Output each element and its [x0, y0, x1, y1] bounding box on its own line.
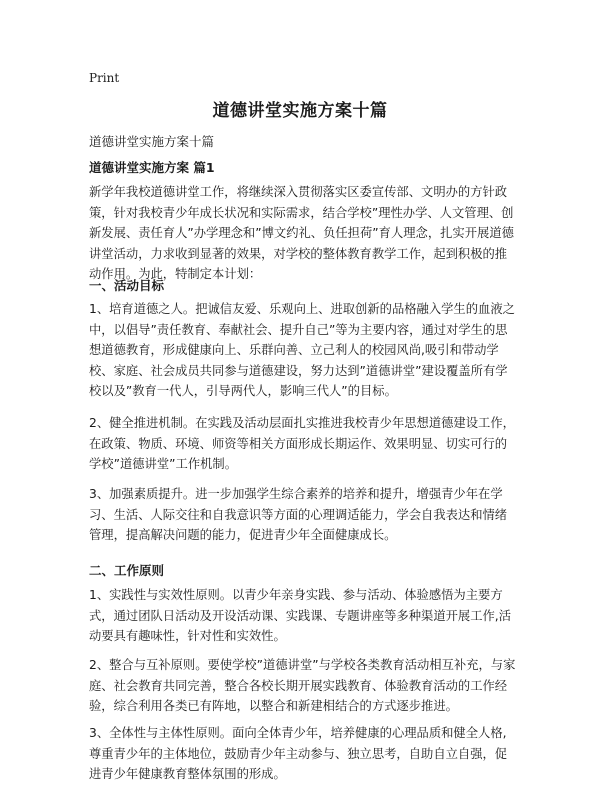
part2-item-3: 3、全体性与主体性原则。面向全体青少年，培养健康的心理品质和健全人格,尊重青少年的主体地位，鼓励青少年主动参与、独立思考，自助自立自强，促进青少年健康教育整体氛围的形成。: [89, 726, 508, 781]
intro-paragraph: 新学年我校道德讲堂工作，将继续深入贯彻落实区委宣传部、文明办的方针政策，针对我校青少年成长状况和实际需求，结合学校”理性办学、人文管理、创新发展、责任育人”办学理念和”博文约礼、负任担荷”育人理念，扎实开展道德讲堂活动，力求收到显著的效果，对学校的整体教育教学工作，起到积极的推动作用。为此，特制定本计划：: [89, 185, 514, 281]
part2-item-2: 2、整合与互补原则。要使学校”道德讲堂”与学校各类教育活动相互补充，与家庭、社会教育共同完善，整合各校长期开展实践教育、体验教育活动的工作经验，综合利用各类已有阵地，以整合和新建相结合的方式逐步推进。: [89, 658, 516, 713]
part2-heading: 二、工作原则: [89, 563, 165, 578]
part1-heading: 一、活动目标: [89, 278, 165, 293]
part1-item-2: 2、健全推进机制。在实践及活动层面扎实推进我校青少年思想道德建设工作，在政策、物质、环境、师资等相关方面形成长期运作、效果明显、切实可行的学校”道德讲堂”工作机制。: [89, 416, 515, 471]
part2-item-1: 1、实践性与实效性原则。以青少年亲身实践、参与活动、体验感悟为主要方式，通过团队日活动及开设活动课、实践课、专题讲座等多种渠道开展工作,活动要具有趣味性，针对性和实效性。: [89, 588, 512, 643]
part1-item-3: 3、加强素质提升。进一步加强学生综合素养的培养和提升，增强青少年在学习、生活、人际交往和自我意识等方面的心理调适能力，学会自我表达和情绪管理，提高解决问题的能力，促进青少年全面健康成长。: [89, 487, 508, 542]
document-subtitle: 道德讲堂实施方案十篇: [89, 134, 215, 149]
section-heading: 道德讲堂实施方案 篇1: [89, 160, 215, 175]
part1-item-1: 1、培育道德之人。把诚信友爱、乐观向上、进取创新的品格融入学生的血液之中，以倡导”责任教育、奉献社会、提升自己”等为主要内容，通过对学生的思想道德教育，形成健康向上、乐群向善、立己利人的校园风尚,吸引和带动学校、家庭、社会成员共同参与道德建设，努力达到”道德讲堂”建设覆盖所有学校以及”教育一代人，引导两代人，影响三代人”的目标。: [89, 302, 515, 398]
print-label[interactable]: Print: [89, 71, 120, 85]
page-title: 道德讲堂实施方案十篇: [212, 101, 388, 121]
